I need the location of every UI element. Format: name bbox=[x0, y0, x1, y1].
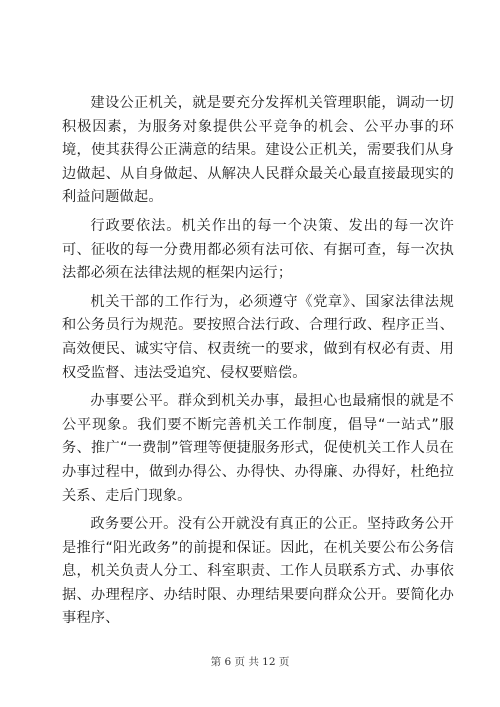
paragraph-1: 建设公正机关，就是要充分发挥机关管理职能，调动一切积极因素，为服务对象提供公平竞争的机会、公平办事的环境，使其获得公正满意的结果。建设公正机关，需要我们从身边做起、从自身做起、从解决人民群众最关心最直接最现实的利益问题做起。 bbox=[62, 95, 454, 206]
document-body bbox=[62, 92, 454, 631]
paragraph-2: 行政要依法。机关作出的每一个决策、发出的每一次许可、征收的每一分费用都必须有法可依、有据可查，每一次执法都必须在法律法规的框架内运行； bbox=[62, 217, 454, 282]
paragraph-5: 政务要公开。没有公开就没有真正的公正。坚持政务公开是推行“阳光政务”的前提和保证。因此，在机关要公布公务信息，机关负责人分工、科室职责、工作人员联系方式、办事依据、办理程序、办结时限、办理结果要向群众公开。要简化办事程序、 bbox=[62, 516, 454, 627]
page-footer: 第 6 页 共 12 页 bbox=[210, 656, 290, 668]
paragraph-4: 办事要公平。群众到机关办事，最担心也最痛恨的就是不公平现象。我们要不断完善机关工作制度，倡导“一站式”服务、推广“一费制”管理等便捷服务形式，促使机关工作人员在办事过程中，做到办得公、办得快、办得廉、办得好，杜绝拉关系、走后门现象。 bbox=[62, 393, 454, 504]
paragraph-3: 机关干部的工作行为，必须遵守《党章》、国家法律法规和公务员行为规范。要按照合法行政、合理行政、程序正当、高效便民、诚实守信、权责统一的要求，做到有权必有责、用权受监督、违法受追究、侵权要赔偿。 bbox=[62, 293, 454, 381]
